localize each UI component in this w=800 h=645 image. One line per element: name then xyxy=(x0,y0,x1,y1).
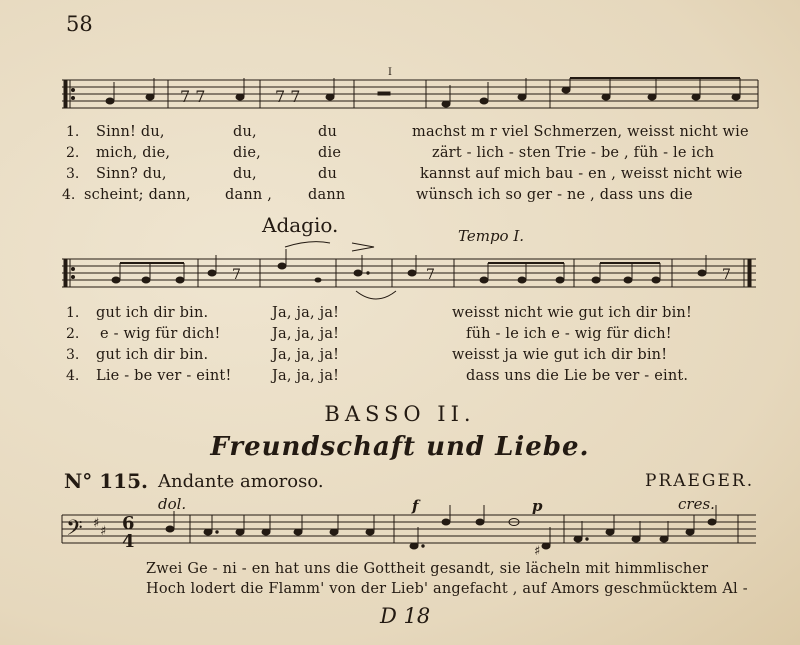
lyric-text: Ja, ja, ja! xyxy=(272,326,340,342)
song-title: Freundschaft und Liebe. xyxy=(210,432,590,462)
adagio-mark: Adagio. xyxy=(262,213,339,237)
svg-text:7: 7 xyxy=(232,267,241,283)
verse-number: 4. xyxy=(66,368,80,384)
lyric-text: scheint; dann, xyxy=(84,187,191,203)
svg-text:7: 7 xyxy=(722,267,731,283)
svg-text:I: I xyxy=(388,67,392,78)
lyric-text: Ja, ja, ja! xyxy=(272,368,340,384)
lyric-text: zärt - lich - sten Trie - be , füh - le ich xyxy=(432,145,715,161)
lyric-text: gut ich dir bin. xyxy=(96,305,209,321)
lyric-text: Sinn! du, xyxy=(96,124,165,140)
signature-mark: D 18 xyxy=(380,604,431,628)
composer-name: PRAEGER. xyxy=(645,471,755,491)
part-title: BASSO II. xyxy=(324,402,476,426)
lyric-text: die, xyxy=(233,145,261,161)
dynamic-piano: p xyxy=(532,497,543,515)
lyric-text: wünsch ich so ger - ne , dass uns die xyxy=(416,187,693,203)
lyric-text: kannst auf mich bau - en , weisst nicht wie xyxy=(420,166,743,182)
staff-system-2 xyxy=(0,235,800,315)
svg-text:♯: ♯ xyxy=(93,516,100,531)
tempo-primo-mark: Tempo I. xyxy=(458,227,525,245)
verse-number: 3. xyxy=(66,166,80,182)
dynamic-cres: cres. xyxy=(678,495,715,513)
lyric-text: du, xyxy=(233,124,257,140)
lyric-text: gut ich dir bin. xyxy=(96,347,209,363)
verse-number: 3. xyxy=(66,347,80,363)
lyric-text: mich, die, xyxy=(96,145,171,161)
lyric-text: du xyxy=(318,124,338,140)
svg-text:♯: ♯ xyxy=(100,524,107,539)
lyric-text: Sinn? du, xyxy=(96,166,167,182)
verse-number: 1. xyxy=(66,305,80,321)
lyric-text: die xyxy=(318,145,342,161)
lyric-text: dann , xyxy=(225,187,273,203)
page-number: 58 xyxy=(66,12,93,36)
svg-text:𝄢: 𝄢 xyxy=(66,516,83,546)
lyric-text: weisst ja wie gut ich dir bin! xyxy=(452,347,668,363)
lyric-line-1: Zwei Ge - ni - en hat uns die Gottheit gesandt, sie lächeln mit himmlischer xyxy=(146,561,709,577)
verse-number: 4. xyxy=(62,187,76,203)
lyric-text: du, xyxy=(233,166,257,182)
song-number: N° 115. xyxy=(64,469,148,493)
lyric-line-2: Hoch lodert die Flamm' von der Lieb' angefacht , auf Amors geschmücktem Al - xyxy=(146,581,748,597)
lyric-text: machst m r viel Schmerzen, weisst nicht wie xyxy=(412,124,749,140)
svg-text:7 7: 7 7 xyxy=(180,87,206,106)
lyric-text: dann xyxy=(308,187,346,203)
verse-number: 2. xyxy=(66,145,80,161)
lyric-text: weisst nicht wie gut ich dir bin! xyxy=(452,305,692,321)
lyric-text: Lie - be ver - eint! xyxy=(96,368,232,384)
dynamic-forte: f xyxy=(412,497,419,515)
verse-number: 2. xyxy=(66,326,80,342)
dynamic-dol: dol. xyxy=(158,495,187,513)
lyric-text: e - wig für dich! xyxy=(100,326,221,342)
lyric-text: dass uns die Lie be ver - eint. xyxy=(466,368,689,384)
svg-text:7: 7 xyxy=(426,267,435,283)
svg-text:7 7: 7 7 xyxy=(275,87,301,106)
lyric-text: du xyxy=(318,166,338,182)
verse-number: 1. xyxy=(66,124,80,140)
svg-text:4: 4 xyxy=(122,531,135,552)
staff-system-3 xyxy=(0,505,800,565)
svg-text:♯: ♯ xyxy=(534,544,541,559)
svg-text:6: 6 xyxy=(122,513,135,534)
lyric-text: füh - le ich e - wig für dich! xyxy=(466,326,672,342)
lyric-text: Ja, ja, ja! xyxy=(272,305,340,321)
lyric-text: Ja, ja, ja! xyxy=(272,347,340,363)
tempo-marking: Andante amoroso. xyxy=(158,471,324,492)
